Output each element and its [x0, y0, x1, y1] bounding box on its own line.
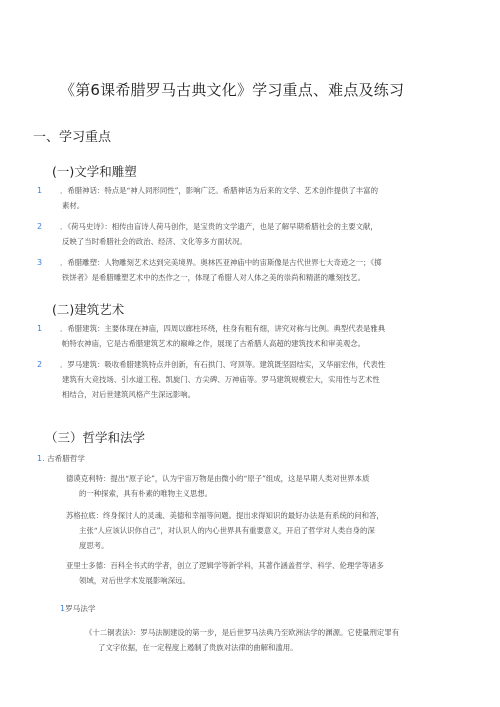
item-text-line: 反映了当时希腊社会的政治、经济、文化等多方面状况。 [62, 237, 247, 246]
item-number: 2 [37, 222, 43, 231]
paragraph-aristotle [66, 558, 466, 588]
item-number: 1 [37, 324, 43, 333]
para-line: 亚里士多德：百科全书式的学者，创立了逻辑学等新学科，其著作涵盖哲学、科学、伦理学等诸多 [66, 561, 384, 570]
list-item [37, 219, 460, 249]
paragraph-democritus [66, 471, 466, 501]
item-text-line: ．希腊雕塑：人物雕刻艺术达到完美境界。奥林匹亚神庙中的宙斯像是古代世界七大奇迹之一；《掷 [60, 258, 382, 267]
paragraph-twelve-tables [85, 625, 485, 655]
subsection-label: 罗马法学 [65, 604, 96, 613]
page-title: 《第6课希腊罗马古典文化》学习重点、难点及练习 [60, 81, 405, 99]
para-line: 主张“人应该认识你自己”，对认识人的内心世界具有重要意义，开启了哲学对人类自身的深 [79, 526, 375, 535]
item-text-line: ．罗马建筑：吸收希腊建筑特点并创新，有石拱门、穹顶等。建筑既坚固结实，又华丽宏伟，代表性 [60, 360, 386, 369]
item-text-line: 素材。 [62, 201, 85, 210]
subsection-greek-philosophy [37, 453, 85, 464]
para-line: 的一种探索，具有朴素的唯物主义思想。 [79, 489, 213, 498]
item-text-line: ．《荷马史诗》：相传由盲诗人荷马创作，是宝贵的文学遗产，也是了解早期希腊社会的主要文献， [60, 222, 378, 231]
subheading-philosophy-law: （三）哲学和法学 [45, 430, 146, 445]
subsection-roman-law [60, 603, 95, 614]
list-item [37, 255, 460, 285]
item-text-line: ．希腊建筑：主要体现在神庙，四周以廊柱环绕，柱身有粗有细，讲究对称与比例。典型代表是雅典 [60, 324, 386, 333]
item-text-line: 建筑有大竞技场、引水道工程、凯旋门、方尖碑、万神庙等。罗马建筑规模宏大，实用性与艺术性 [62, 375, 380, 384]
list-item [37, 183, 460, 213]
item-text-line: ．希腊神话：特点是“神人同形同性”，影响广泛。希腊神话为后来的文学、艺术创作提供了丰富的 [60, 186, 378, 195]
para-line: 苏格拉底：终身探讨人的灵魂、美德和幸福等问题。提出求得知识的最好办法是有系统的问和答， [66, 511, 384, 520]
subsection-number: 1. [37, 454, 45, 463]
item-text-line: 帕特农神庙，它是古希腊建筑艺术的巅峰之作，展现了古希腊人高超的建筑技术和审美观念。 [62, 339, 366, 348]
item-text-line: 铁饼者》是希腊雕塑艺术中的杰作之一，体现了希腊人对人体之美的崇尚和精湛的雕刻技艺。 [62, 273, 366, 282]
para-line: 德谟克利特：提出“原子论”，认为宇宙万物是由微小的“原子”组成，这是早期人类对世界本质 [66, 474, 370, 483]
subheading-literature-sculpture: (一)文学和雕塑 [52, 164, 137, 179]
para-line: 领域，对后世学术发展影响深远。 [79, 576, 190, 585]
item-number: 3 [37, 258, 43, 267]
subsection-label: 古希腊哲学 [47, 454, 86, 463]
subheading-architecture: (二)建筑艺术 [52, 302, 125, 317]
list-item [37, 321, 460, 351]
para-line: 《十二铜表法》：罗马法制建设的第一步，是后世罗马法典乃至欧洲法学的渊源。它使量刑定罪有 [85, 628, 400, 637]
para-line: 了文字依据，在一定程度上遏制了贵族对法律的曲解和滥用。 [98, 643, 298, 652]
para-line: 度思考。 [79, 541, 109, 550]
item-text-line: 相结合，对后世建筑风格产生深远影响。 [62, 390, 196, 399]
item-number: 1 [37, 186, 43, 195]
section-heading-key-points: 一、学习重点 [33, 130, 112, 145]
list-item [37, 357, 460, 402]
item-number: 2 [37, 360, 43, 369]
subsection-number: 1 [60, 604, 66, 613]
paragraph-socrates [66, 508, 466, 553]
